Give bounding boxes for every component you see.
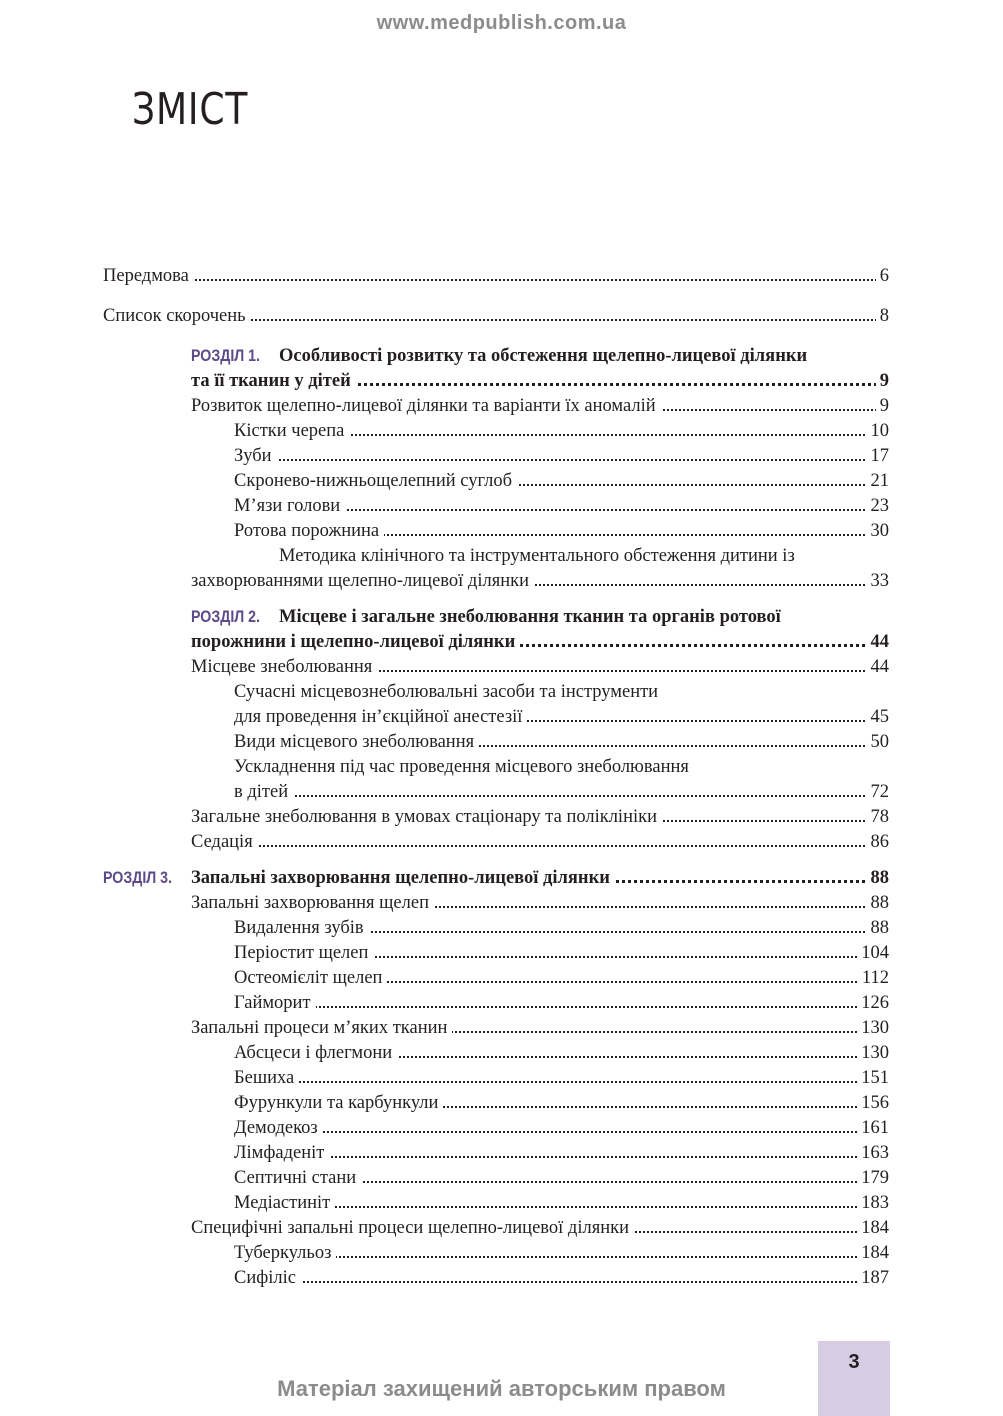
chapter-3-title: Запальні захворювання щелепно-лицевої ділянки xyxy=(191,866,615,891)
toc-entry-label: захворюваннями щелепно-лицевої ділянки xyxy=(191,569,534,594)
toc-entry-page: 6 xyxy=(876,264,889,289)
chapter-3-label: РОЗДІЛ 3. xyxy=(103,869,173,887)
toc-entry-subsection[interactable] xyxy=(103,1166,889,1191)
toc-entry-subsection[interactable] xyxy=(103,941,889,966)
toc-entry-page: 30 xyxy=(867,519,890,544)
chapter-1-entry[interactable] xyxy=(103,369,889,394)
toc-entry-subsection[interactable] xyxy=(103,444,889,469)
toc-entry-label: Абсцеси і флегмони xyxy=(234,1041,397,1066)
toc-entry-subsection[interactable] xyxy=(103,991,889,1016)
toc-entry-subsection[interactable] xyxy=(103,1041,889,1066)
toc-entry-page: 184 xyxy=(857,1241,889,1266)
toc-entry-page: 86 xyxy=(867,830,890,855)
toc-entry-subsection[interactable] xyxy=(103,1241,889,1266)
toc-entry-label: Ротова порожнина xyxy=(234,519,384,544)
dot-leader xyxy=(234,459,889,461)
chapter-2-title[interactable] xyxy=(191,605,977,630)
toc-entry-section-line1: Методика клінічного та інструментального обстеження дитини із xyxy=(279,546,795,566)
toc-entry-section[interactable] xyxy=(103,830,889,855)
toc-entry-page: 88 xyxy=(867,866,890,891)
toc-entry-subsection-line1: Ускладнення під час проведення місцевого знеболювання xyxy=(234,757,689,777)
toc-entry-subsection[interactable] xyxy=(103,1091,889,1116)
toc-entry-subsection[interactable] xyxy=(103,705,889,730)
toc-entry-label: Специфічні запальні процеси щелепно-лицевої ділянки xyxy=(191,1216,634,1241)
chapter-2-title-line2: порожнини і щелепно-лицевої ділянки xyxy=(191,630,520,655)
toc-entry-label: в дітей xyxy=(234,780,293,805)
toc-entry-label: Загальне знеболювання в умовах стаціонару та поліклініки xyxy=(191,805,662,830)
toc-entry-subsection[interactable] xyxy=(103,780,889,805)
toc-entry-subsection[interactable] xyxy=(103,916,889,941)
toc-entry-page: 44 xyxy=(867,655,890,680)
toc-entry-label: Запальні процеси м’яких тканин xyxy=(191,1016,452,1041)
dot-leader xyxy=(234,795,889,797)
toc-entry-page: 151 xyxy=(857,1066,889,1091)
dot-leader xyxy=(234,1281,889,1283)
toc-entry-label: Список скорочень xyxy=(103,304,251,329)
toc-entry-subsection[interactable] xyxy=(103,494,889,519)
toc-entry-label: Остеомієліт щелеп xyxy=(234,966,387,991)
toc-entry-label: Седація xyxy=(191,830,258,855)
chapter-1-title-line2: та її тканин у дітей xyxy=(191,369,356,394)
toc-entry-label: Бешиха xyxy=(234,1066,299,1091)
toc-entry-page: 21 xyxy=(867,469,890,494)
toc-entry-page: 184 xyxy=(857,1216,889,1241)
toc-entry-page: 130 xyxy=(857,1041,889,1066)
toc-entry-page: 130 xyxy=(857,1016,889,1041)
toc-entry-label: Лімфаденіт xyxy=(234,1141,329,1166)
toc-entry-section[interactable] xyxy=(103,569,889,594)
dot-leader xyxy=(191,845,889,847)
toc-entry-page: 17 xyxy=(867,444,890,469)
dot-leader xyxy=(234,1156,889,1158)
dot-leader xyxy=(234,1006,889,1008)
toc-entry-page: 163 xyxy=(857,1141,889,1166)
toc-entry-section[interactable] xyxy=(103,805,889,830)
toc-entry-page: 33 xyxy=(867,569,890,594)
toc-entry-page: 50 xyxy=(867,730,890,755)
toc-entry-page: 183 xyxy=(857,1191,889,1216)
toc-entry-page: 9 xyxy=(876,369,889,394)
toc-entry-preface[interactable] xyxy=(103,264,889,289)
toc-entry-label: Періостит щелеп xyxy=(234,941,373,966)
toc-entry-page: 104 xyxy=(857,941,889,966)
toc-entry-page: 23 xyxy=(867,494,890,519)
toc-entry-subsection[interactable] xyxy=(103,519,889,544)
toc-entry-section[interactable] xyxy=(103,655,889,680)
toc-entry-label: Кістки черепа xyxy=(234,419,349,444)
toc-entry-subsection[interactable] xyxy=(103,1141,889,1166)
toc-entry-label: Сифіліс xyxy=(234,1266,301,1291)
watermark-url: www.medpublish.com.ua xyxy=(376,12,627,34)
chapter-1-title-line1: Особливості розвитку та обстеження щелепно-лицевої ділянки xyxy=(279,346,808,366)
toc-entry-subsection[interactable] xyxy=(103,730,889,755)
toc-entry-page: 72 xyxy=(867,780,890,805)
toc-entry-label: Види місцевого знеболювання xyxy=(234,730,479,755)
toc-entry-label: Розвиток щелепно-лицевої ділянки та варіанти їх аномалій xyxy=(191,394,661,419)
page-title: ЗМІСТ xyxy=(132,84,249,135)
toc-entry-page: 156 xyxy=(857,1091,889,1116)
toc-entry-label: Фурункули та карбункули xyxy=(234,1091,443,1116)
chapter-1-label: РОЗДІЛ 1. xyxy=(191,347,261,365)
chapter-2-entry[interactable] xyxy=(103,630,889,655)
toc-entry-page: 45 xyxy=(867,705,890,730)
toc-entry-label: Туберкульоз xyxy=(234,1241,336,1266)
toc-entry-section[interactable] xyxy=(103,891,889,916)
toc-entry-abbreviations[interactable] xyxy=(103,304,889,329)
toc-entry-label: Місцеве знеболювання xyxy=(191,655,377,680)
toc-entry-page: 9 xyxy=(876,394,889,419)
toc-entry-page: 44 xyxy=(867,630,890,655)
chapter-2-title-line1: Місцеве і загальне знеболювання тканин та органів ротової xyxy=(279,607,781,627)
toc-entry-label: Медіастиніт xyxy=(234,1191,335,1216)
toc-entry-subsection[interactable] xyxy=(103,1266,889,1291)
toc-entry-section[interactable] xyxy=(103,1016,889,1041)
toc-entry-label: Демодекоз xyxy=(234,1116,323,1141)
toc-entry-label: для проведення ін’єкційної анестезії xyxy=(234,705,527,730)
toc-entry-subsection[interactable] xyxy=(103,966,889,991)
dot-leader xyxy=(103,279,889,281)
copyright-watermark: Матеріал захищений авторським правом xyxy=(277,1376,726,1401)
toc-entry-page: 179 xyxy=(857,1166,889,1191)
toc-entry-subsection-line1: Сучасні місцевознеболювальні засоби та інструменти xyxy=(234,682,659,702)
toc-entry-subsection[interactable] xyxy=(103,1066,889,1091)
toc-entry-page: 78 xyxy=(867,805,890,830)
toc-entry-label: Зуби xyxy=(234,444,277,469)
toc-entry-page: 88 xyxy=(867,916,890,941)
toc-entry-page: 187 xyxy=(857,1266,889,1291)
toc-entry-page: 126 xyxy=(857,991,889,1016)
toc-entry-label: Гайморит xyxy=(234,991,316,1016)
toc-entry-label: Запальні захворювання щелеп xyxy=(191,891,434,916)
table-of-contents xyxy=(103,264,889,1291)
dot-leader xyxy=(234,1081,889,1083)
chapter-2-label: РОЗДІЛ 2. xyxy=(191,608,261,626)
toc-entry-page: 161 xyxy=(857,1116,889,1141)
toc-entry-label: М’язи голови xyxy=(234,494,345,519)
toc-entry-section[interactable] xyxy=(103,394,889,419)
toc-entry-label: Септичні стани xyxy=(234,1166,361,1191)
toc-entry-page: 112 xyxy=(858,966,889,991)
toc-entry-page: 10 xyxy=(867,419,890,444)
toc-entry-subsection[interactable] xyxy=(103,419,889,444)
page-number: 3 xyxy=(848,1351,860,1373)
toc-entry-page: 88 xyxy=(867,891,890,916)
toc-entry-page: 8 xyxy=(876,304,889,329)
toc-entry-subsection[interactable] xyxy=(103,1191,889,1216)
toc-entry-section[interactable] xyxy=(103,1216,889,1241)
toc-entry-label: Видалення зубів xyxy=(234,916,369,941)
chapter-3-entry[interactable] xyxy=(103,866,889,891)
chapter-1-title[interactable] xyxy=(191,344,977,369)
toc-entry-label: Передмова xyxy=(103,264,194,289)
toc-entry-subsection[interactable] xyxy=(103,469,889,494)
toc-entry-subsection[interactable] xyxy=(103,1116,889,1141)
toc-entry-label: Скронево-нижньощелепний суглоб xyxy=(234,469,517,494)
dot-leader xyxy=(234,1131,889,1133)
